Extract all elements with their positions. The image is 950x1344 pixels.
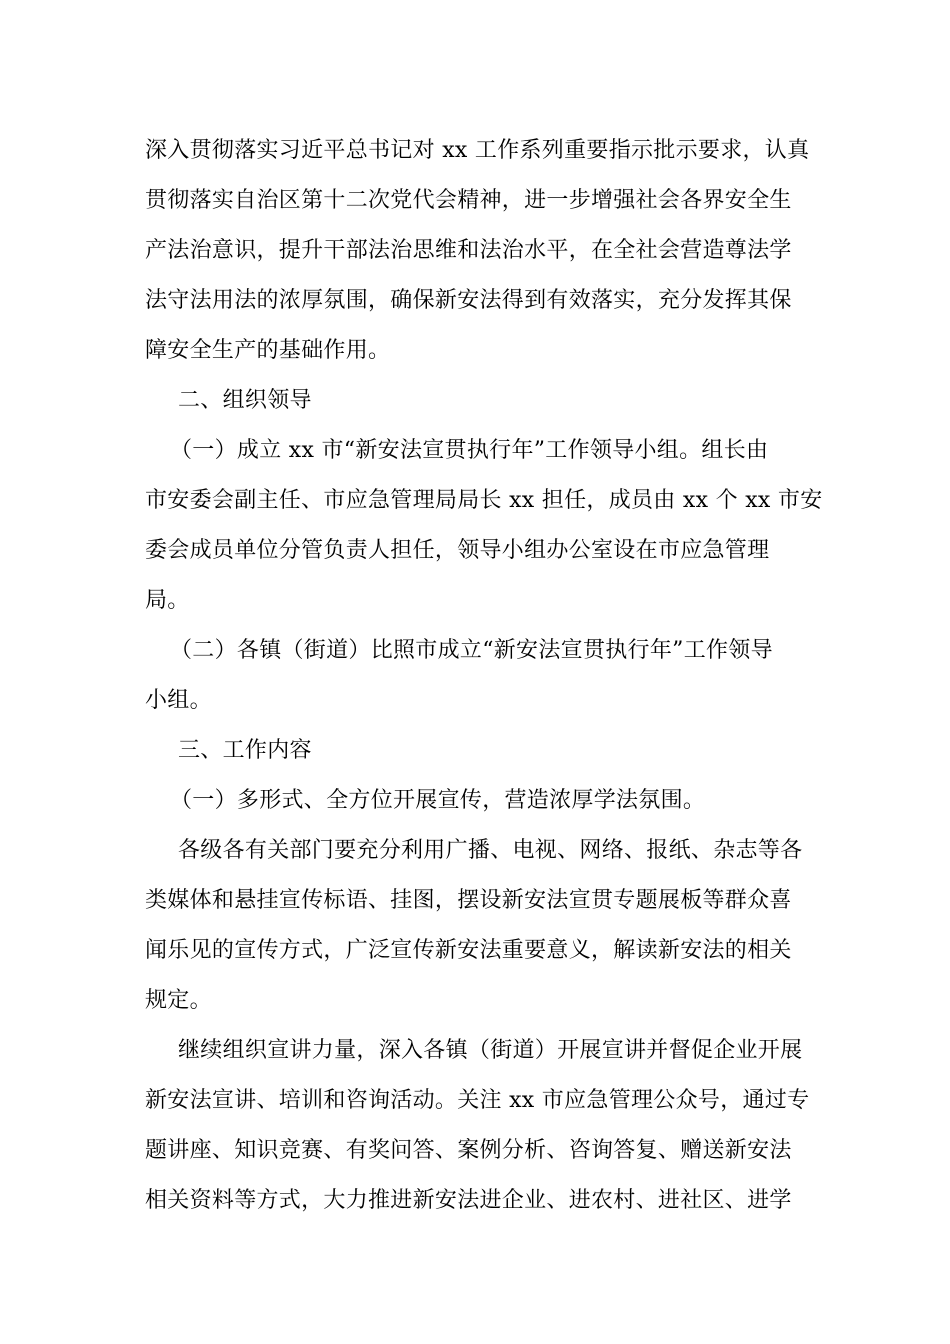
body-text-line: 新安法宣讲、培训和咨询活动。关注 xx 市应急管理公众号，通过专 bbox=[145, 1088, 810, 1113]
section-heading: 二、组织领导 bbox=[178, 388, 312, 413]
body-text-line: 小组。 bbox=[145, 688, 212, 713]
body-text-line: 市安委会副主任、市应急管理局局长 xx 担任，成员由 xx 个 xx 市安 bbox=[145, 488, 823, 513]
body-text-line: 产法治意识，提升干部法治思维和法治水平，在全社会营造尊法学 bbox=[145, 238, 792, 263]
body-text-line: 各级各有关部门要充分利用广播、电视、网络、报纸、杂志等各 bbox=[178, 838, 803, 863]
body-text-line: 障安全生产的基础作用。 bbox=[145, 338, 391, 363]
body-text-line: 法守法用法的浓厚氛围，确保新安法得到有效落实，充分发挥其保 bbox=[145, 288, 792, 313]
section-heading: 三、工作内容 bbox=[178, 738, 312, 763]
body-text-line: 继续组织宣讲力量，深入各镇（街道）开展宣讲并督促企业开展 bbox=[178, 1038, 803, 1063]
body-text-line: 深入贯彻落实习近平总书记对 xx 工作系列重要指示批示要求，认真 bbox=[145, 138, 810, 163]
subsection-heading: （一）多形式、全方位开展宣传，营造浓厚学法氛围。 bbox=[170, 788, 706, 813]
body-text-line: 委会成员单位分管负责人担任，领导小组办公室设在市应急管理 bbox=[145, 538, 770, 563]
body-text-line: 题讲座、知识竞赛、有奖问答、案例分析、咨询答复、赠送新安法 bbox=[145, 1138, 792, 1163]
body-text-line: （二）各镇（街道）比照市成立“新安法宣贯执行年”工作领导 bbox=[170, 638, 773, 663]
body-text-line: 类媒体和悬挂宣传标语、挂图，摆设新安法宣贯专题展板等群众喜 bbox=[145, 888, 792, 913]
body-text-line: 规定。 bbox=[145, 988, 212, 1013]
body-text-line: 局。 bbox=[145, 588, 190, 613]
body-text-line: 闻乐见的宣传方式，广泛宣传新安法重要意义，解读新安法的相关 bbox=[145, 938, 792, 963]
body-text-line: 相关资料等方式，大力推进新安法进企业、进农村、进社区、进学 bbox=[145, 1188, 792, 1213]
body-text-line: （一）成立 xx 市“新安法宣贯执行年”工作领导小组。组长由 bbox=[170, 438, 769, 463]
body-text-line: 贯彻落实自治区第十二次党代会精神，进一步增强社会各界安全生 bbox=[145, 188, 792, 213]
